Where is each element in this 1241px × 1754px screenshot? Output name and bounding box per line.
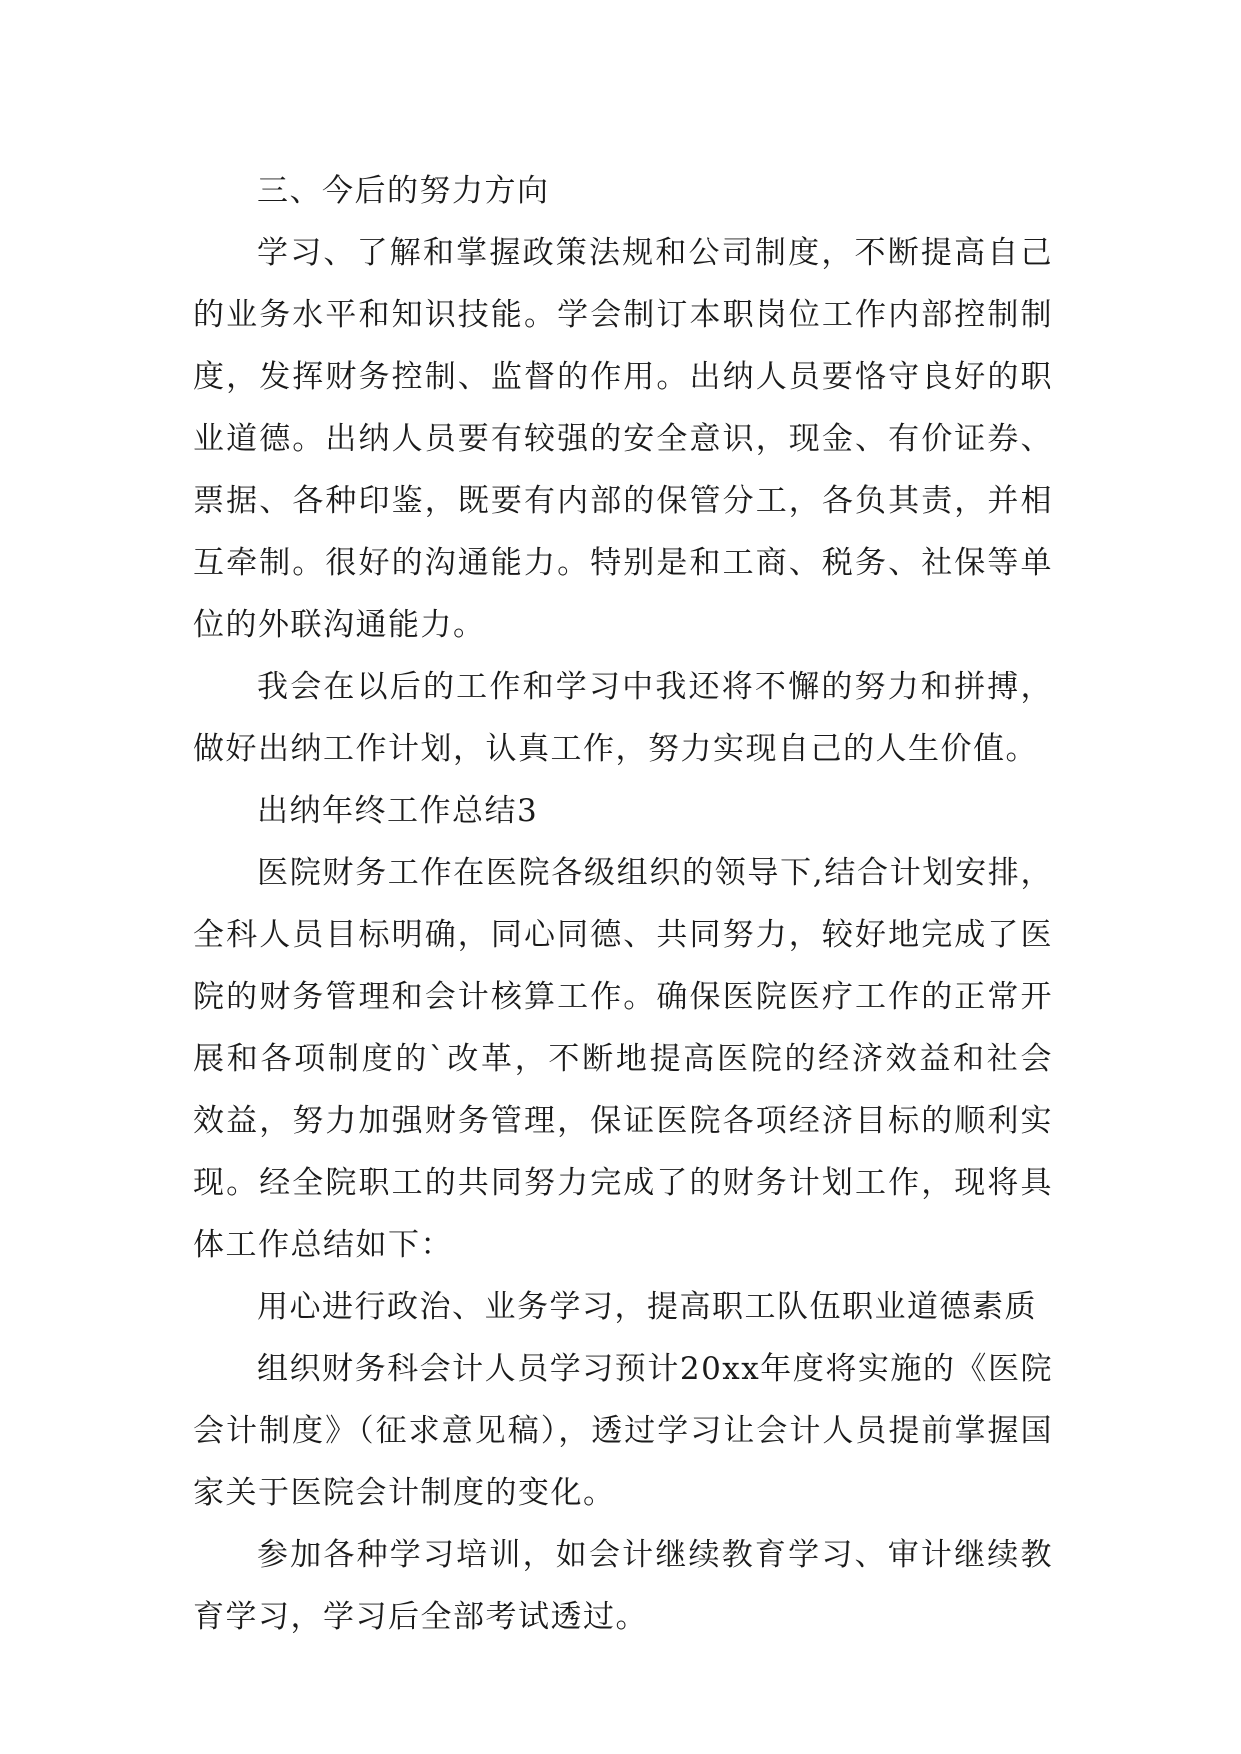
paragraph-accounting-system-study: 组织财务科会计人员学习预计20xx年度将实施的《医院会计制度》（征求意见稿），透过学习让会计人员提前掌握国家关于医院会计制度的变化。 <box>193 1351 1053 1511</box>
paragraph-training: 参加各种学习培训，如会计继续教育学习、审计继续教育学习，学习后全部考试透过。 <box>193 1537 1053 1635</box>
section-heading-summary-3: 出纳年终工作总结3 <box>257 793 539 829</box>
paragraph-political-study: 用心进行政治、业务学习，提高职工队伍职业道德素质 <box>257 1289 1037 1325</box>
document-body <box>193 160 1053 1648</box>
paragraph-study-policies: 学习、了解和掌握政策法规和公司制度，不断提高自己的业务水平和知识技能。学会制订本职岗位工作内部控制制度，发挥财务控制、监督的作用。出纳人员要恪守良好的职业道德。出纳人员要有较强的安全意识，现金、有价证券、票据、各种印鉴，既要有内部的保管分工，各负其责，并相互牵制。很好的沟通能力。特别是和工商、税务、社保等单位的外联沟通能力。 <box>193 235 1053 643</box>
paragraph-hospital-finance: 医院财务工作在医院各级组织的领导下,结合计划安排，全科人员目标明确，同心同德、共同努力，较好地完成了医院的财务管理和会计核算工作。确保医院医疗工作的正常开展和各项制度的`改革，不断地提高医院的经济效益和社会效益，努力加强财务管理，保证医院各项经济目标的顺利实现。经全院职工的共同努力完成了的财务计划工作，现将具体工作总结如下： <box>193 855 1053 1263</box>
paragraph-commitment: 我会在以后的工作和学习中我还将不懈的努力和拼搏，做好出纳工作计划，认真工作，努力实现自己的人生价值。 <box>193 669 1053 767</box>
section-heading-future-direction: 三、今后的努力方向 <box>257 173 550 209</box>
